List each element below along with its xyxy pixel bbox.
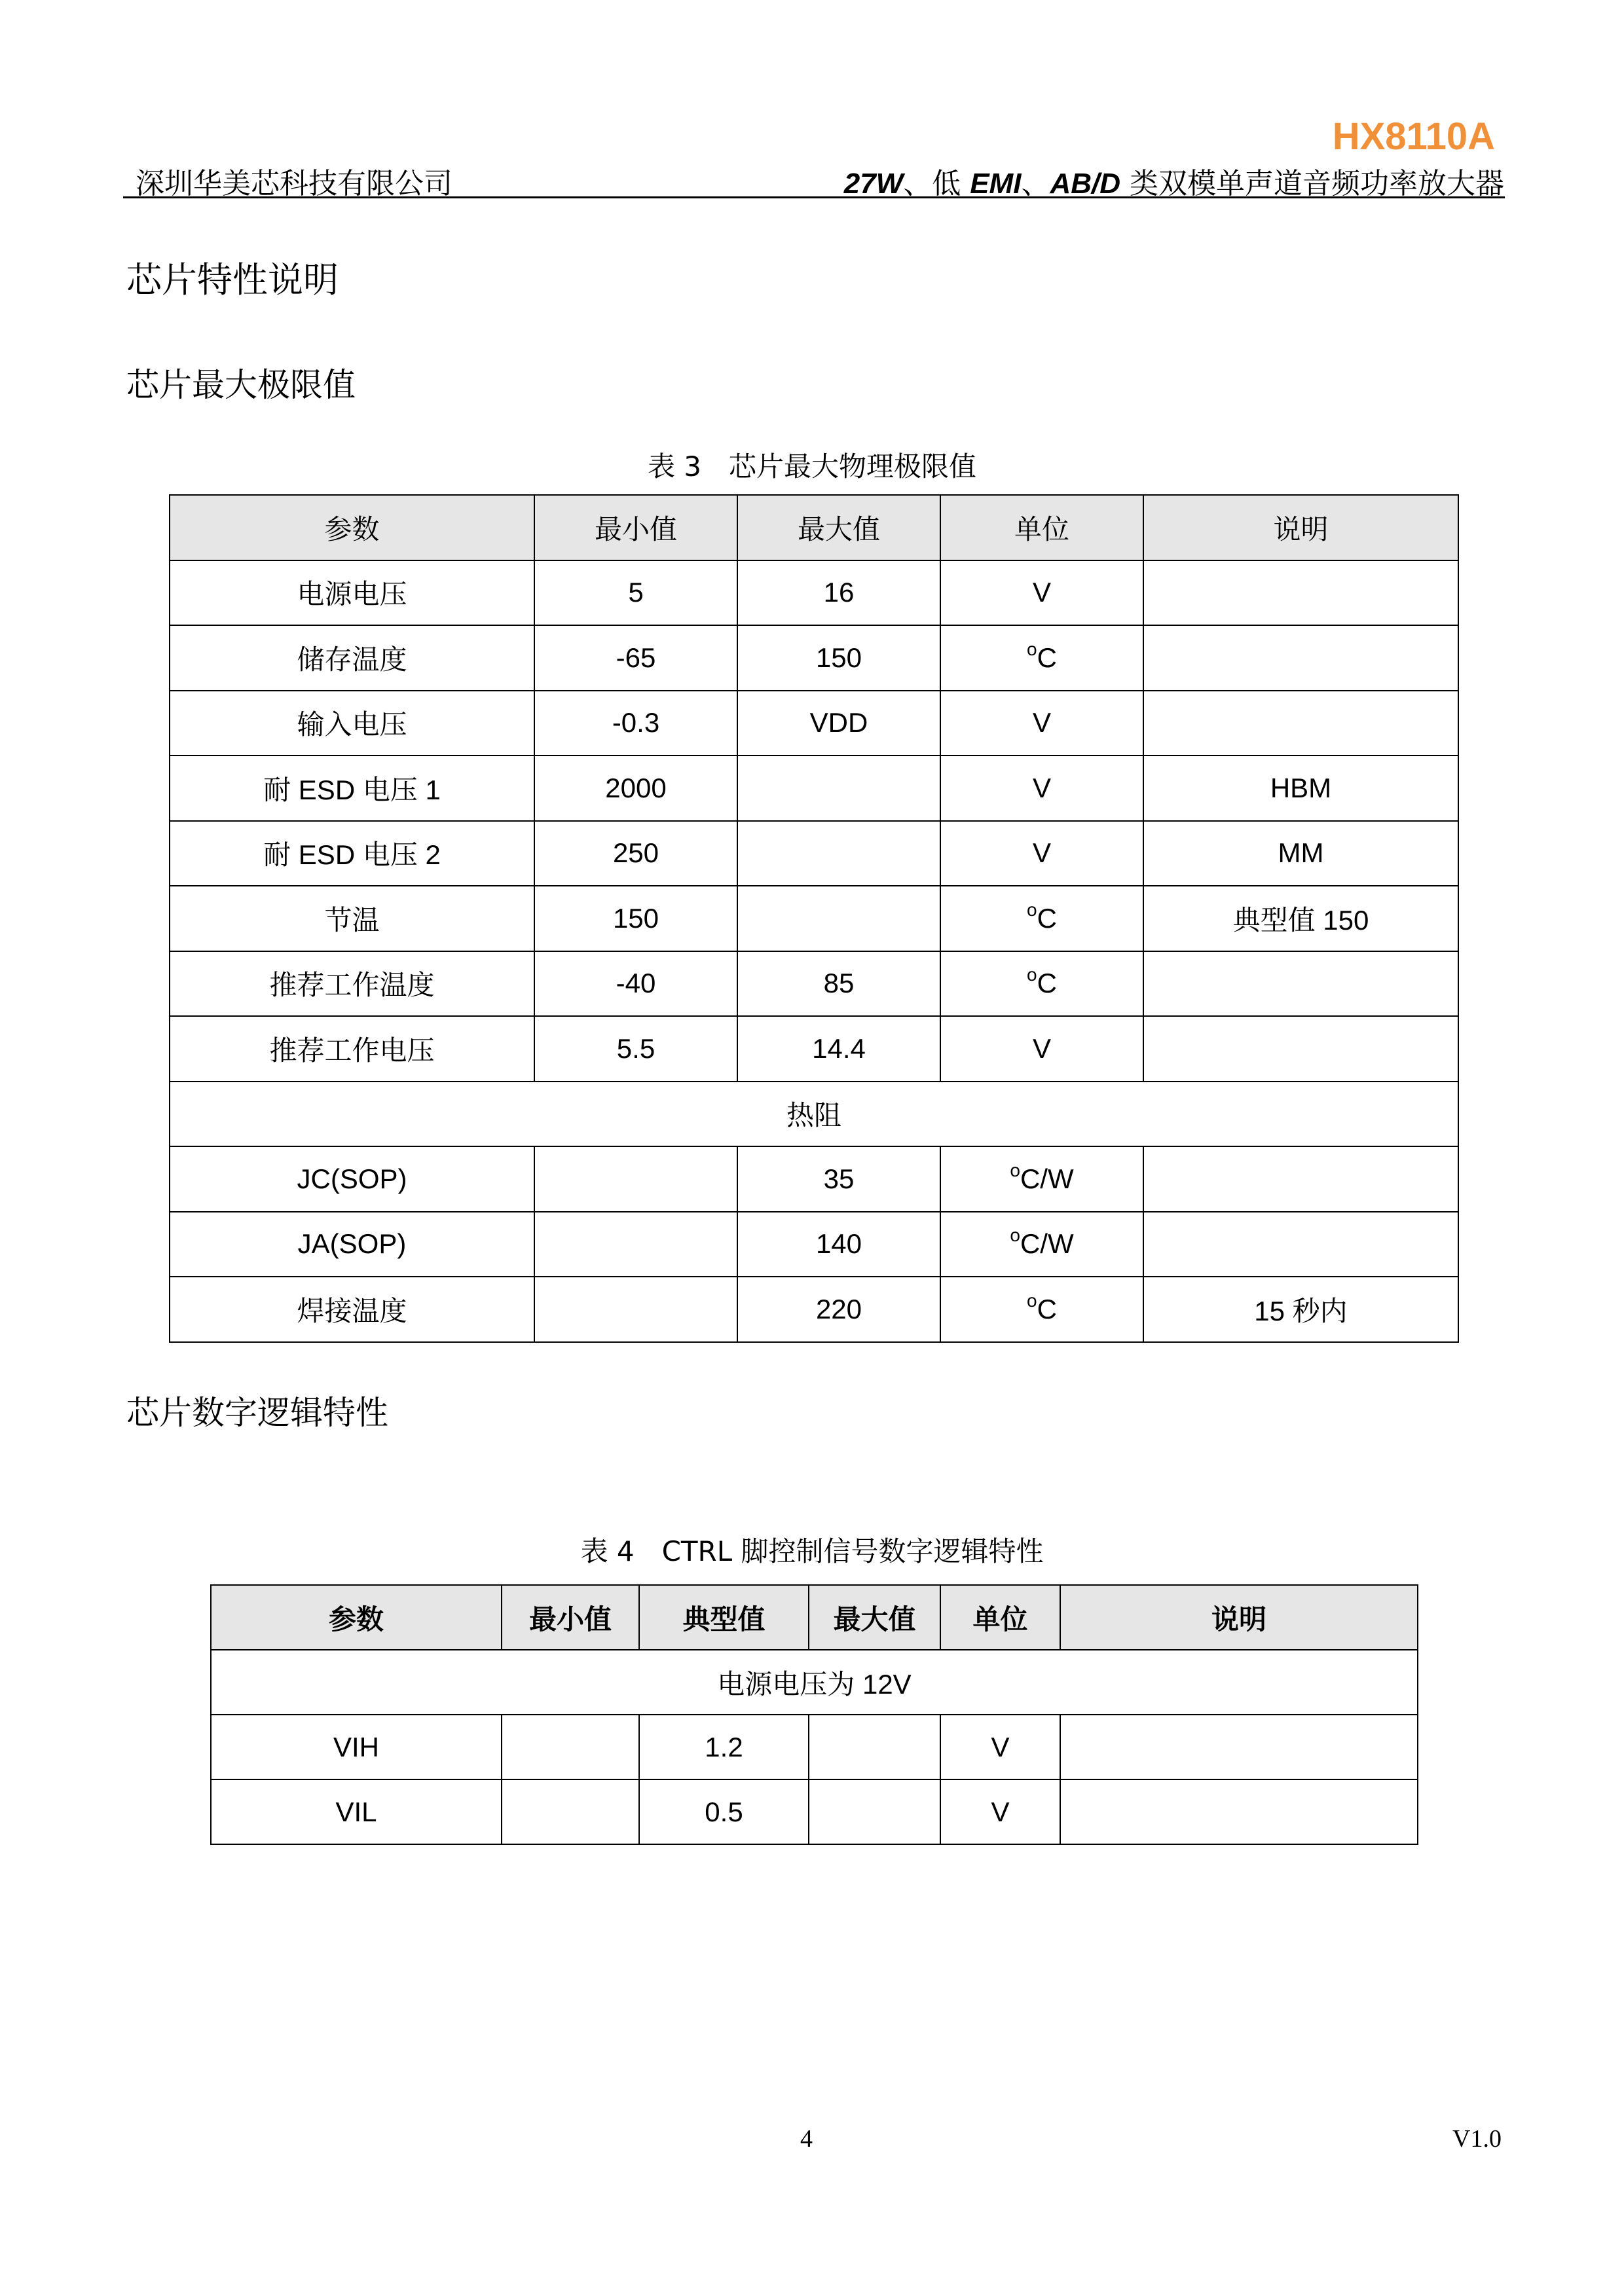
unit-cell [940, 821, 1143, 886]
version-label: V1.0 [1452, 2125, 1502, 2153]
header-rule [123, 196, 1505, 198]
unit-cell: V [940, 1715, 1060, 1779]
table-section-row [170, 1082, 1458, 1147]
unit-text: V [1032, 772, 1051, 803]
note-cell [1060, 1715, 1418, 1779]
unit-cell [940, 691, 1143, 756]
max-cell [737, 821, 940, 886]
degree-mark: o [1010, 1159, 1020, 1180]
note-cell [1143, 1146, 1458, 1212]
unit-text: V [1032, 837, 1051, 869]
logic-heading: 芯片数字逻辑特性 [126, 1394, 388, 1432]
unit-cell [940, 560, 1143, 626]
min-cell: 2000 [534, 756, 737, 821]
table-header-row [170, 495, 1458, 560]
min-cell: -0.3 [534, 691, 737, 756]
subtitle-part: 、低 [903, 167, 970, 200]
max-ratings-heading: 芯片最大极限值 [126, 366, 356, 404]
param-cell: VIH [211, 1715, 502, 1779]
min-cell [534, 1146, 737, 1212]
table-row [170, 886, 1458, 951]
min-cell: 5 [534, 560, 737, 626]
column-header: 单位 [940, 495, 1143, 560]
table-row [170, 1146, 1458, 1212]
table-row [170, 691, 1458, 756]
unit-cell [940, 625, 1143, 691]
table-row [170, 560, 1458, 626]
degree-mark: o [1010, 1225, 1020, 1246]
table-row [170, 1212, 1458, 1277]
degree-mark: o [1027, 899, 1037, 920]
table3-caption: 表 3 芯片最大物理极限值 [647, 450, 977, 483]
max-cell: 16 [737, 560, 940, 626]
table-row [170, 625, 1458, 691]
param-cell: JA(SOP) [170, 1212, 534, 1277]
table-section-row [211, 1650, 1418, 1715]
subtitle-part: 27W [843, 168, 904, 200]
param-cell: 焊接温度 [170, 1277, 534, 1342]
table-row [170, 951, 1458, 1017]
typ-cell: 0.5 [639, 1779, 809, 1844]
param-cell: VIL [211, 1779, 502, 1844]
min-cell: -65 [534, 625, 737, 691]
param-cell: 耐 ESD 电压 2 [170, 821, 534, 886]
column-header: 最小值 [502, 1585, 639, 1650]
document-subtitle [844, 160, 1504, 202]
note-cell [1143, 951, 1458, 1017]
max-ratings-table [169, 494, 1459, 1343]
column-header: 单位 [940, 1585, 1060, 1650]
unit-text: C [1037, 642, 1057, 673]
note-cell: MM [1143, 821, 1458, 886]
param-cell: 推荐工作电压 [170, 1016, 534, 1082]
max-cell: VDD [737, 691, 940, 756]
subtitle-part: 、 [1021, 167, 1050, 200]
unit-cell [940, 1212, 1143, 1277]
param-cell: 输入电压 [170, 691, 534, 756]
unit-cell [940, 756, 1143, 821]
page-number: 4 [800, 2125, 813, 2153]
unit-text: V [1032, 1032, 1051, 1064]
note-cell: 典型值 150 [1143, 886, 1458, 951]
max-cell: 140 [737, 1212, 940, 1277]
column-header: 说明 [1143, 495, 1458, 560]
unit-cell: V [940, 1779, 1060, 1844]
note-cell [1060, 1779, 1418, 1844]
subtitle-part: AB/D [1050, 168, 1120, 200]
min-cell [502, 1715, 639, 1779]
table-row [170, 821, 1458, 886]
min-cell: 5.5 [534, 1016, 737, 1082]
param-cell: JC(SOP) [170, 1146, 534, 1212]
column-header: 参数 [211, 1585, 502, 1650]
unit-cell [940, 1277, 1143, 1342]
param-cell: 电源电压 [170, 560, 534, 626]
unit-text: C [1037, 902, 1057, 934]
max-cell [737, 886, 940, 951]
condition-cell: 电源电压为 12V [211, 1650, 1418, 1715]
unit-text: C/W [1020, 1163, 1074, 1194]
product-name: HX8110A [1332, 115, 1495, 158]
unit-cell [940, 1016, 1143, 1082]
company-name: 深圳华美芯科技有限公司 [136, 167, 452, 200]
param-cell: 储存温度 [170, 625, 534, 691]
column-header: 最小值 [534, 495, 737, 560]
table-row [211, 1715, 1418, 1779]
typ-cell: 1.2 [639, 1715, 809, 1779]
min-cell [534, 1277, 737, 1342]
max-cell: 220 [737, 1277, 940, 1342]
note-cell [1143, 1016, 1458, 1082]
degree-mark: o [1027, 1290, 1037, 1311]
max-cell: 150 [737, 625, 940, 691]
note-cell [1143, 691, 1458, 756]
degree-mark: o [1027, 964, 1037, 985]
note-cell [1143, 560, 1458, 626]
max-cell [809, 1779, 940, 1844]
unit-text: V [1032, 577, 1051, 608]
degree-mark: o [1027, 638, 1037, 659]
param-cell: 推荐工作温度 [170, 951, 534, 1017]
unit-text: C/W [1020, 1228, 1074, 1260]
min-cell: -40 [534, 951, 737, 1017]
column-header: 最大值 [737, 495, 940, 560]
table-header-row [211, 1585, 1418, 1650]
max-cell: 35 [737, 1146, 940, 1212]
max-cell: 14.4 [737, 1016, 940, 1082]
subtitle-part: 类双模单声道音频功率放大器 [1120, 167, 1504, 200]
max-cell: 85 [737, 951, 940, 1017]
section-title: 芯片特性说明 [126, 259, 339, 301]
max-cell [737, 756, 940, 821]
column-header: 最大值 [809, 1585, 940, 1650]
unit-cell [940, 951, 1143, 1017]
note-cell [1143, 1212, 1458, 1277]
column-header: 典型值 [639, 1585, 809, 1650]
unit-cell [940, 1146, 1143, 1212]
param-cell: 耐 ESD 电压 1 [170, 756, 534, 821]
column-header: 参数 [170, 495, 534, 560]
note-cell: HBM [1143, 756, 1458, 821]
unit-text: C [1037, 968, 1057, 999]
min-cell [534, 1212, 737, 1277]
unit-text: C [1037, 1293, 1057, 1324]
logic-table [210, 1584, 1418, 1845]
min-cell [502, 1779, 639, 1844]
thermal-section-label: 热阻 [170, 1082, 1458, 1147]
unit-cell [940, 886, 1143, 951]
max-cell [809, 1715, 940, 1779]
note-cell [1143, 625, 1458, 691]
table-row [170, 1016, 1458, 1082]
unit-text: V [1032, 707, 1051, 738]
table-row [170, 1277, 1458, 1342]
min-cell: 150 [534, 886, 737, 951]
param-cell: 节温 [170, 886, 534, 951]
column-header: 说明 [1060, 1585, 1418, 1650]
note-cell: 15 秒内 [1143, 1277, 1458, 1342]
table4-caption: 表 4 CTRL 脚控制信号数字逻辑特性 [580, 1535, 1044, 1567]
table-row [211, 1779, 1418, 1844]
table-row [170, 756, 1458, 821]
subtitle-part: EMI [970, 168, 1022, 200]
min-cell: 250 [534, 821, 737, 886]
